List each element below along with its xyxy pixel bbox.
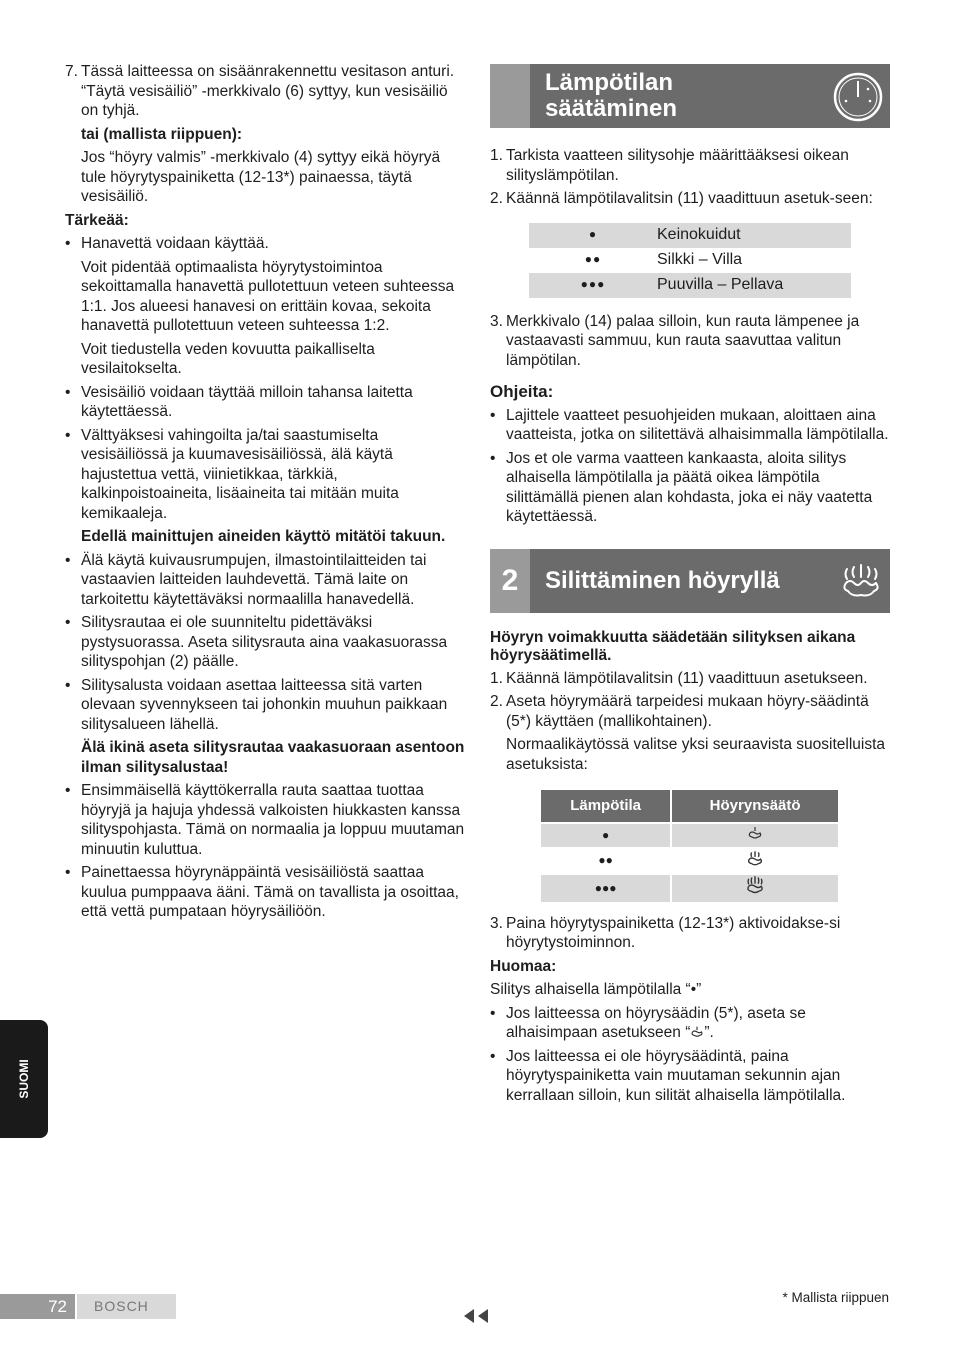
fabric-label: Keinokuidut: [657, 223, 851, 248]
tips-label: Ohjeita:: [490, 382, 554, 401]
step-text: Aseta höyrymäärä tarpeidesi mukaan höyry-säädintä (5*) käyttäen (mallikohtainen).: [506, 693, 869, 730]
temperature-dial-icon: [832, 71, 884, 123]
or-label: tai (mallista riippuen):: [81, 125, 243, 143]
list-item: • Välttyäksesi vahingoilta ja/tai saastumiselta vesisäiliössä ja kuumavesisäiliössä, älä käytä hajustettua vettä, viinietikkaa, tärkkiä, kalkinpoistoaineita, lisäaineita tai mitään muita kemikaaleja.: [65, 426, 465, 524]
step-2: 2. Aseta höyrymäärä tarpeidesi mukaan höyry-säädintä (5*) käyttäen (mallikohtainen).: [490, 692, 890, 731]
step-number: 7.: [65, 63, 78, 80]
temperature-dots: ●: [541, 824, 670, 847]
bullet-text: Silitysalusta voidaan asettaa laitteessa sitä varten olevaan syvennykseen tai johonkin muuhun paikkaan silitysalueen lähellä.: [81, 676, 448, 733]
page-number: 72: [0, 1294, 75, 1319]
right-column: [490, 64, 890, 1105]
section-title: Lämpötilan säätäminen: [545, 69, 678, 122]
table-row: [529, 223, 851, 248]
list-item: • Älä käytä kuivausrumpujen, ilmastointilaitteiden tai vastaavien laitteiden lauhdevettä. Tämä laite on tarkoitettu käytettäväksi normaalilla hanavedellä.: [65, 551, 465, 610]
list-item: • Silitysrautaa ei ole suunniteltu pidettäväksi pystysuorassa. Aseta silitysrauta aina vaakasuorassa silityspohjan (2) päälle.: [65, 613, 465, 672]
temperature-dots: ●●●: [529, 273, 657, 298]
table-row: [541, 875, 838, 902]
step-3: 3. Paina höyrytyspainiketta (12-13*) aktivoidakse-si höyrytystoiminnon.: [490, 914, 890, 953]
section-header-temperature: [490, 64, 890, 128]
paragraph: Voit pidentää optimaalista höyrytystoimintoa sekoittamalla hanavettä pullotettuun veteen suhteessa 1:1. Jos alueesi hanavesi on erittäin kovaa, sekoita hanavettä pullotettuun veteen suhteessa 1:2.: [81, 258, 455, 334]
list-item: • Silitysalusta voidaan asettaa laitteessa sitä varten olevaan syvennykseen tai johonkin muuhun paikkaan silitysalueen lähellä.: [65, 676, 465, 735]
temperature-dots: ●: [529, 223, 657, 248]
fabric-label: Puuvilla – Pellava: [657, 273, 851, 298]
step-text: Käännä lämpötilavalitsin (11) vaadittuun asetuk-seen:: [506, 190, 873, 207]
bullet-text: Painettaessa höyrynäppäintä vesisäiliöstä saattaa kuulua pumppaava ääni. Tämä on tavallista ja osoittaa, että vettä pumpataan höyrysäiliöön.: [81, 864, 459, 920]
important-label: Tärkeää:: [65, 211, 129, 229]
step-2: 2. Käännä lämpötilavalitsin (11) vaadittuun asetuk-seen:: [490, 189, 890, 209]
list-item: • Jos et ole varma vaatteen kankaasta, aloita silitys alhaisella lämpötilalla ja päätä oikea lämpötila silittämällä pienen alan kohdasta, joka ei näy vaatetta käytettäessä.: [490, 449, 890, 527]
step-7: [65, 62, 465, 121]
table-row: [541, 824, 838, 847]
step-text: Tarkista vaatteen silitysohje määrittääksesi oikean silityslämpötilan.: [506, 147, 849, 184]
fabric-label: Silkki – Villa: [657, 251, 743, 269]
bullet-text: Jos et ole varma vaatteen kankaasta, aloita silitys alhaisella lämpötilalla ja päätä oikea lämpötila silittämällä pienen alan kohdasta, joka ei näy vaatetta käytettäessä.: [506, 449, 873, 525]
step-1: 1. Tarkista vaatteen silitysohje määrittääksesi oikean silityslämpötilan.: [490, 146, 890, 185]
step-text: Paina höyrytyspainiketta (12-13*) aktivoidakse-si höyrytystoiminnon.: [506, 914, 841, 951]
temperature-dots: ●●●: [541, 875, 670, 902]
bullet-text: Vesisäiliö voidaan täyttää milloin tahansa laitetta käytettäessä.: [81, 383, 413, 420]
column-header: Höyrynsäätö: [672, 790, 838, 822]
list-item: • Jos laitteessa on höyrysäädin (5*), aseta se alhaisimpaan asetukseen “ ”.: [490, 1004, 806, 1041]
bullet-text: Hanavettä voidaan käyttää.: [81, 235, 269, 252]
steam-level-1-icon: [690, 1024, 704, 1038]
table-row: [529, 273, 851, 298]
section-header-steam: [490, 549, 890, 613]
list-item: • Hanavettä voidaan käyttää.: [65, 234, 465, 254]
note-label: Huomaa:: [490, 957, 557, 975]
steam-level-3-icon: [745, 875, 765, 895]
section-number: 2: [490, 549, 530, 613]
steam-level-2-icon: [746, 849, 764, 867]
list-item: • Vesisäiliö voidaan täyttää milloin tahansa laitetta käytettäessä.: [65, 383, 465, 422]
list-item: • Painettaessa höyrynäppäintä vesisäiliöstä saattaa kuulua pumppaava ääni. Tämä on tavallista ja osoittaa, että vettä pumpataan höyrysäiliöön.: [65, 863, 465, 922]
bullet-text: Jos laitteessa on höyrysäädin (5*), aseta se alhaisimpaan asetukseen “: [506, 1004, 806, 1041]
step-1: 1. Käännä lämpötilavalitsin (11) vaadittuun asetukseen.: [490, 669, 890, 689]
warning-text: Edellä mainittujen aineiden käyttö mitätöi takuun.: [81, 528, 446, 545]
temperature-dots: ●●: [584, 252, 602, 267]
section-tab: [490, 64, 530, 128]
left-column: [65, 62, 465, 922]
footnote: * Mallista riippuen: [782, 1290, 889, 1305]
bullet-text: Silitysrautaa ei ole suunniteltu pidettäväksi pystysuorassa. Aseta silitysrauta aina vaakasuorassa silityspohjan (2) päälle.: [81, 614, 448, 670]
language-label: SUOMI: [17, 1059, 31, 1099]
temperature-settings-table: [529, 223, 851, 298]
steam-settings-table: [539, 788, 840, 904]
steam-intro: Höyryn voimakkuutta säädetään silityksen aikana höyrysäätimellä.: [490, 628, 856, 664]
language-tab: [0, 1020, 48, 1138]
temperature-dots: ●●: [598, 853, 613, 867]
bullet-text: Lajittele vaatteet pesuohjeiden mukaan, aloittaen aina vaatteista, jotka on silitettävä alhaisimmalla lämpötilalla.: [506, 406, 889, 443]
note-text: Silitys alhaisella lämpötilalla “•”: [490, 981, 702, 998]
bullet-text: Jos laitteessa ei ole höyrysäädintä, paina höyrytyspainiketta vain muutaman sekunnin ajan kerrallaan silloin, kun silität alhaisella lämpötilalla.: [506, 1047, 846, 1104]
bullet-text: Älä käytä kuivausrumpujen, ilmastointilaitteiden tai vastaavien laitteiden lauhdevettä. Tämä laite on tarkoitettu käytettäväksi normaalilla hanavedellä.: [81, 551, 427, 608]
table-row: [541, 849, 838, 874]
bullet-text: Välttyäksesi vahingoilta ja/tai saastumiselta vesisäiliössä ja kuumavesisäiliössä, älä käytä hajustettua vettä, viinietikkaa, tärkkiä, kalkinpoistoaineita, lisäaineita tai mitään muita kemikaaleja.: [81, 426, 399, 522]
brand-label: BOSCH: [77, 1294, 176, 1319]
list-item: • Jos laitteessa ei ole höyrysäädintä, paina höyrytyspainiketta vain muutaman sekunnin ajan kerrallaan silloin, kun silität alhaisella lämpötilalla.: [490, 1047, 890, 1106]
list-item: • Lajittele vaatteet pesuohjeiden mukaan, aloittaen aina vaatteista, jotka on silitettävä alhaisimmalla lämpötilalla.: [490, 406, 889, 443]
warning-text: Älä ikinä aseta silitysrautaa vaakasuoraan asentoon ilman silitysalustaa!: [81, 739, 465, 776]
steam-icon: [836, 557, 886, 607]
bullet-text-end: ”.: [704, 1024, 714, 1041]
paragraph: Normaalikäytössä valitse yksi seuraavista suositelluista asetuksista:: [506, 736, 886, 773]
list-item: • Ensimmäisellä käyttökerralla rauta saattaa tuottaa höyryjä ja hajuja yhdessä valkoisten hiukkasten kanssa silityspohjasta. Tämä on normaalia ja loppuu muutaman minuutin kuluttua.: [65, 782, 465, 858]
step-3: 3. Merkkivalo (14) palaa silloin, kun rauta lämpenee ja vastaavasti sammuu, kun rauta saavuttaa valitun lämpötilan.: [490, 312, 890, 371]
steam-level-1-icon: [747, 824, 763, 840]
step-text: Merkkivalo (14) palaa silloin, kun rauta lämpenee ja vastaavasti sammuu, kun rauta saavuttaa valitun lämpötilan.: [506, 312, 860, 369]
bullet-text: Ensimmäisellä käyttökerralla rauta saattaa tuottaa höyryjä ja hajuja yhdessä valkoisten hiukkasten kanssa silityspohjasta. Tämä on normaalia ja loppuu muutaman minuutin kuluttua.: [81, 782, 465, 858]
step-text: Tässä laitteessa on sisäänrakennettu vesitason anturi. “Täytä vesisäiliö” -merkkivalo (6) syttyy, kun vesisäiliö on tyhjä.: [81, 63, 455, 119]
table-row: [529, 248, 851, 273]
or-text: Jos “höyry valmis” -merkkivalo (4) syttyy eikä höyryä tule höyrytyspainiketta (12-13*) painaessa, täytä vesisäiliö.: [81, 149, 441, 205]
table-header: [541, 790, 838, 822]
section-title: Silittäminen höyryllä: [545, 566, 780, 594]
step-text: Käännä lämpötilavalitsin (11) vaadittuun asetukseen.: [506, 669, 868, 687]
paragraph: Voit tiedustella veden kovuutta paikalliselta vesilaitokselta.: [81, 340, 375, 377]
back-arrows-icon: [462, 1308, 490, 1324]
column-header: Lämpötila: [541, 790, 670, 822]
